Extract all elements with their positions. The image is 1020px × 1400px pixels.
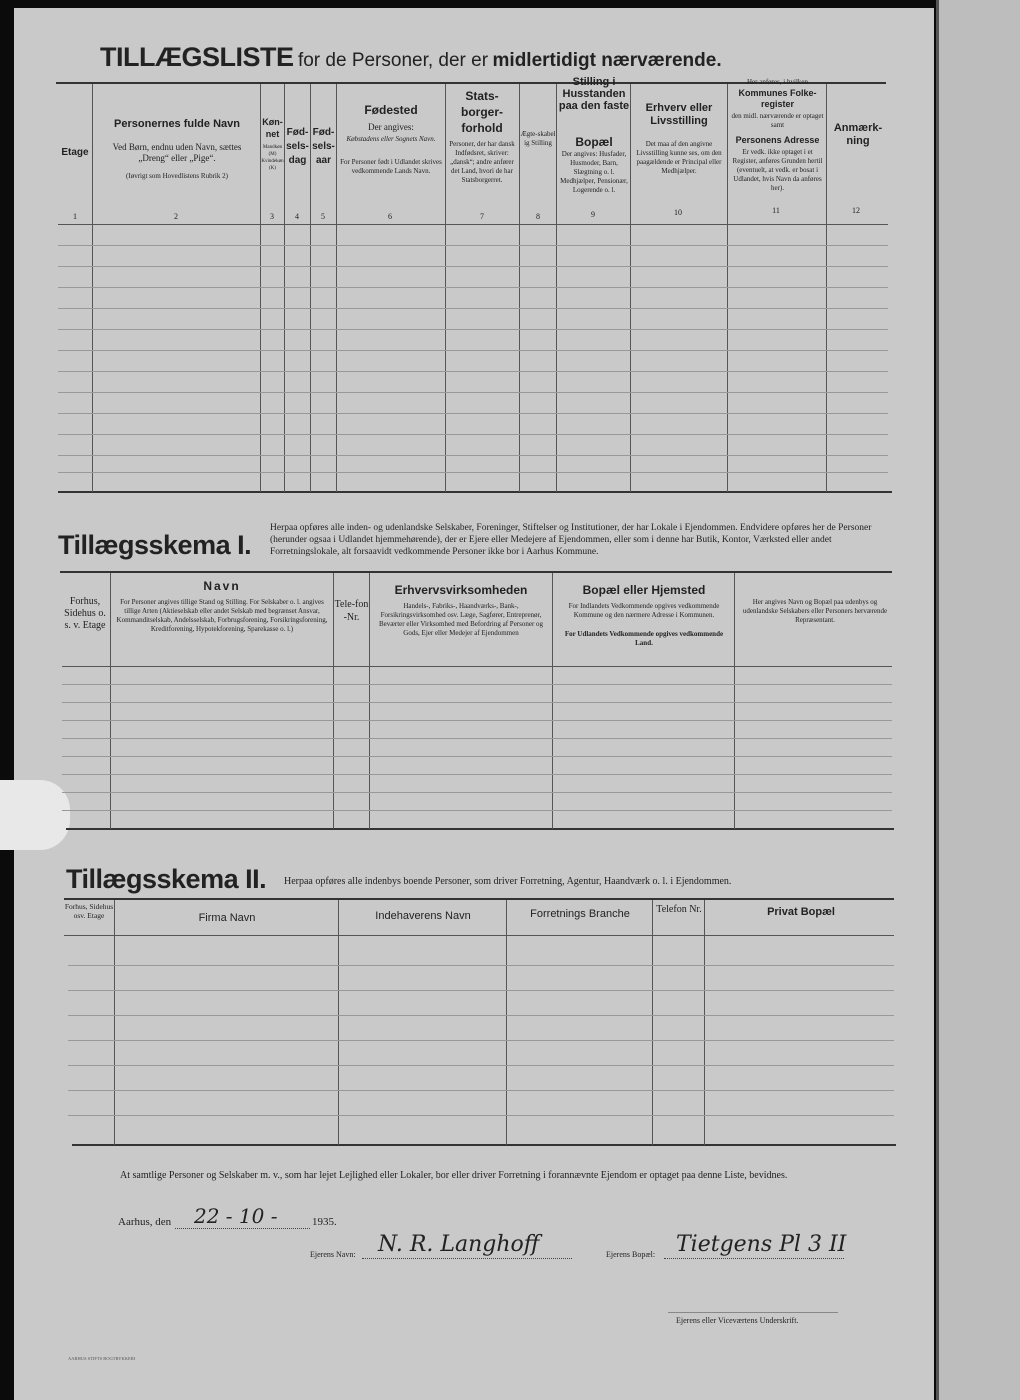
section2-title: Tillægsskema I. (58, 530, 252, 560)
hdr-fodselsaar: Fød-sels-aar (312, 127, 335, 166)
hdr-fodested: Fødested (364, 103, 418, 117)
hdr-komm: Kommunes Folke-register (738, 88, 817, 109)
t3-hdr-firma: Firma Navn (198, 912, 256, 924)
hdr-komm-sub2: den midl. nærværende er optaget samt (731, 112, 824, 129)
col-num-8: 8 (536, 212, 540, 221)
t2-hdr-navn-sub: For Personer angives tillige Stand og Stilling. For Selskaber o. l. angives tillige Arten (Aktieselskab eller andet Selskab med begrænset Ansvar, Kommanditselskab, Andelsselskab, Forbrugsforening, Forsikringsforening, Kreditforening, Hypotekforening, Sparekasse o. l.) (116, 598, 328, 633)
hdr-erhverv-sub: Det maa af den angivne Livsstilling kunne ses, om den paagældende er Principal eller Medhjælper. (636, 140, 722, 175)
printer-mark: AARHUS STIFTS BOGTRYKKERI (68, 1356, 136, 1361)
hdr-komm-sub1: Her anføres, i hvilken (746, 78, 809, 86)
hdr-navn-sub2: (Iøvrigt som Hovedlistens Rubrik 2) (126, 172, 228, 180)
hdr-erhverv: Erhverv eller Livsstilling (645, 102, 713, 127)
owner-name-label: Ejerens Navn: (310, 1250, 356, 1259)
hdr-komm-sub3: Er vedk. ikke optaget i et Register, anføres Grunden hertil (eventuelt, at vedk. er bosat i Udlandet, hvis Navn da anføres her). (732, 148, 823, 192)
col-num-2: 2 (174, 212, 178, 221)
col-num-3: 3 (270, 212, 274, 221)
section3-title: Tillægsskema II. (66, 864, 267, 894)
col-num-7: 7 (480, 212, 484, 221)
t3-hdr-branche: Forretnings Branche (530, 908, 630, 920)
t2-hdr-bopael: Bopæl eller Hjemsted (582, 583, 706, 597)
hdr-stilling-sub: Der angives: Husfader, Husmoder, Barn, Slægtning o. l. Medhjælper, Pensionær, Logerende o. l. (560, 150, 628, 194)
hdr-navn: Personernes fulde Navn (114, 118, 240, 130)
section1-title (100, 42, 900, 73)
hdr-kon: Køn-net (262, 117, 283, 139)
col-num-9: 9 (591, 210, 595, 219)
hdr-fodested-sub2: Købstadens eller Sognets Navn. (346, 135, 436, 143)
col-num-11: 11 (772, 206, 780, 215)
title-bold2: midlertidigt nærværende. (492, 50, 722, 71)
hdr-stats: Stats-borger-forhold (461, 89, 503, 135)
hdr-stilling: Stilling i Husstanden paa den faste (558, 76, 630, 112)
hdr-stilling-bopael: Bopæl (575, 135, 613, 149)
hdr-navn-sub: Ved Børn, endnu uden Navn, sættes „Dreng“ eller „Pige“. (112, 142, 242, 163)
year-label: 1935. (312, 1216, 337, 1228)
section3-intro: Herpaa opføres alle indenbys boende Personer, som driver Forretning, Agentur, Haandværk o. l. i Ejendommen. (284, 876, 732, 887)
attest-text: At samtlige Personer og Selskaber m. v., som har lejet Lejlighed eller Lokaler, bor eller driver Forretning i forannævnte Ejendom er optaget paa denne Liste, bevidnes. (120, 1170, 788, 1181)
col-num-10: 10 (674, 208, 682, 217)
title-normal: for de Personer, der er (297, 50, 489, 71)
owner-addr-label: Ejerens Bopæl: (606, 1250, 656, 1259)
t2-hdr-etage: Forhus, Sidehus o. s. v. Etage (64, 596, 106, 631)
col-num-6: 6 (388, 212, 392, 221)
t2-hdr-navn: Navn (203, 579, 241, 593)
col-num-12: 12 (852, 206, 860, 215)
hdr-stats-sub: Personer, der har dansk Indfødsret, skriver: „dansk“; andre anfører det Land, hvori de har Statsborgerret. (449, 140, 515, 184)
signature-label: Ejerens eller Viceværtens Underskrift. (676, 1316, 799, 1325)
t3-hdr-telefon: Telefon Nr. (656, 904, 702, 915)
hdr-fodselsdag: Fød-sels-dag (286, 127, 309, 166)
t2-hdr-bopael-sub2: For Udlandets Vedkommende opgives vedkommende Land. (564, 630, 724, 647)
hdr-etage: Etage (61, 147, 89, 158)
date-line (175, 1228, 310, 1229)
col-num-4: 4 (295, 212, 299, 221)
section2-intro: Herpaa opføres alle inden- og udenlandske Selskaber, Foreninger, Stiftelser og Institutioner, der har Lokale i Ejendommen. Endvidere opføres her de Personer (herunder ogsaa i Udlandet hjemmehørende), der er Ejere eller Medejere af Ejendommen, eller som i denne har Butik, Kontor, Værksted eller andet Forretningslokale, alt forsaavidt vedkommende Personer ikke bor i Aarhus Kommune. (270, 523, 872, 557)
hdr-kon-sub: Mandkøn (M) Kvindekøn (K) (261, 145, 284, 171)
t3-hdr-etage: Forhus, Sidehus osv. Etage (64, 902, 114, 920)
t2-hdr-repr: Her angives Navn og Bopæl paa udenbys og udenlandske Selskabers eller Personers herværende Repræsentant. (742, 598, 888, 624)
hdr-fodested-sub1: Der angives: (368, 122, 414, 132)
t3-hdr-privat: Privat Bopæl (767, 906, 835, 918)
owner-name-line (362, 1258, 572, 1259)
hdr-anm: Anmærk-ning (833, 122, 883, 147)
owner-addr-line (664, 1258, 844, 1259)
date-handwritten: 22 - 10 - (194, 1204, 278, 1228)
adjacent-page (936, 0, 1020, 1400)
hdr-komm-title2: Personens Adresse (735, 135, 820, 145)
page-tab (0, 780, 70, 850)
hdr-fodested-sub3: For Personer født i Udlandet skrives vedkommende Lands Navn. (340, 158, 442, 175)
signature-line (668, 1312, 838, 1313)
t3-hdr-indehaver: Indehaverens Navn (375, 910, 471, 922)
t2-hdr-telefon: Tele-fon-Nr. (334, 599, 369, 623)
place-label: Aarhus, den (118, 1216, 172, 1228)
col-num-1: 1 (73, 212, 77, 221)
t2-hdr-erhverv: Erhvervsvirksomheden (394, 583, 528, 597)
title-bold: TILLÆGSLISTE (100, 42, 294, 72)
owner-name-handwritten: N. R. Langhoff (378, 1232, 540, 1257)
owner-addr-handwritten: Tietgens Pl 3 II (676, 1232, 847, 1257)
t2-hdr-bopael-sub1: For Indlandets Vedkommende opgives vedkommende Kommune og den nærmere Adresse i Kommunen. (568, 602, 720, 619)
col-num-5: 5 (321, 212, 325, 221)
t2-hdr-erhverv-sub: Handels-, Fabriks-, Haandværks-, Bank-, Forsikringsvirksomhed osv. Læge, Sagfører, Entreprenør, Beværter eller Virksomhed med Befordring af Personer og Gods, Ejer eller Medejer af Ejendommen (378, 602, 544, 637)
hdr-aegte: Ægte-skabelig Stilling (520, 130, 556, 147)
